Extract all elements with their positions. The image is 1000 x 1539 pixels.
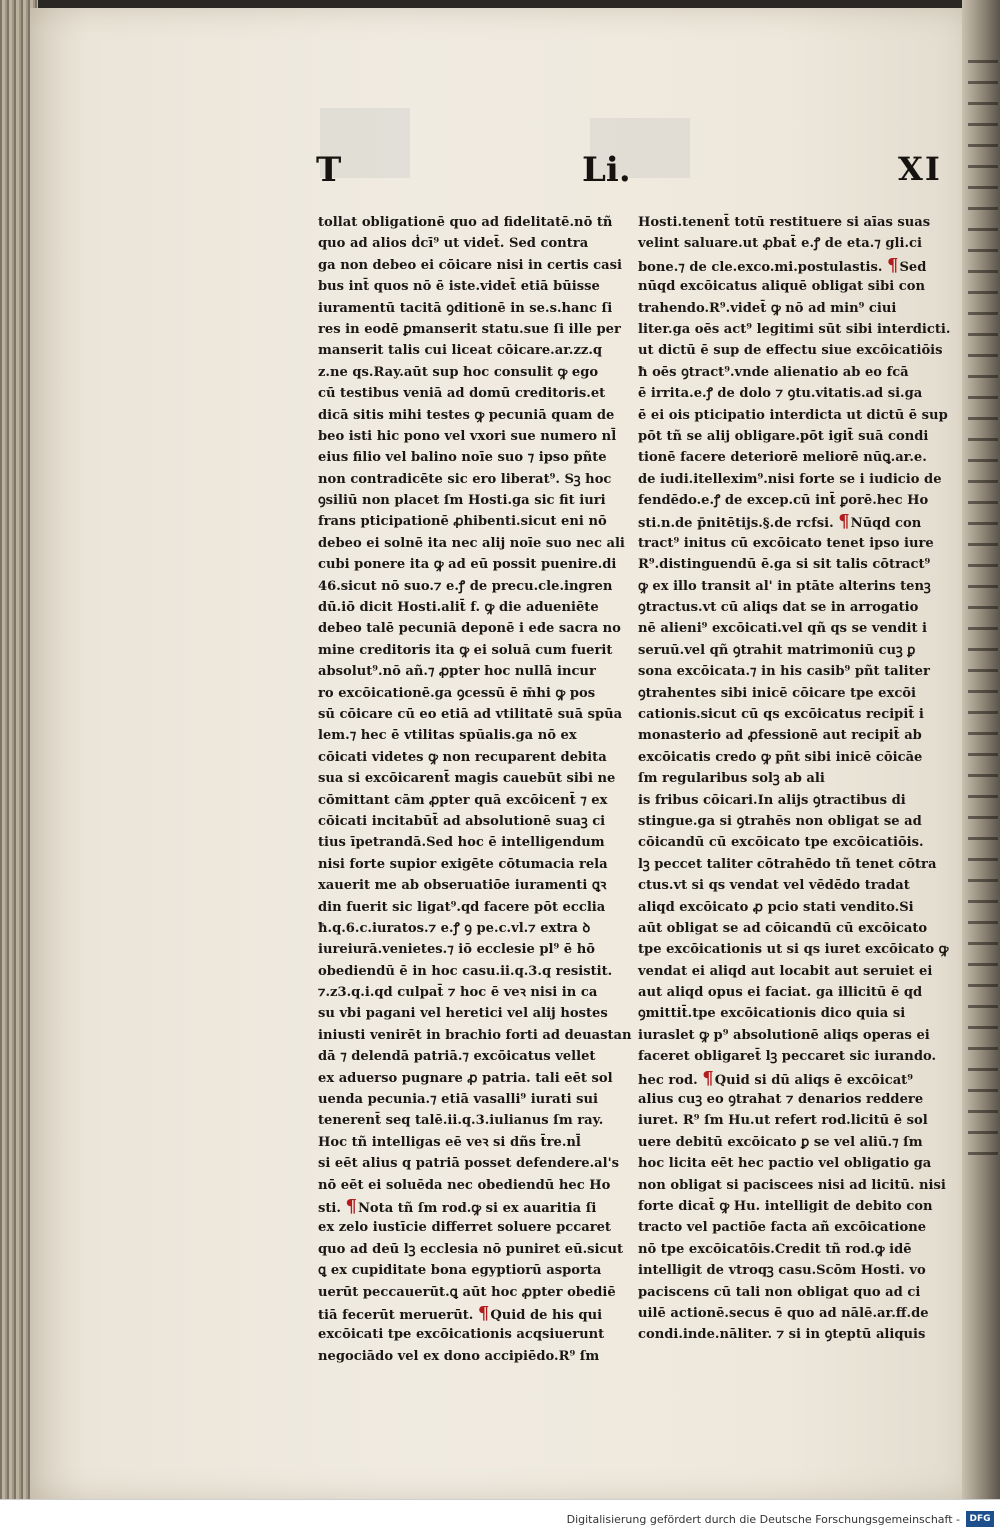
- text-line: tionē facere deteriorē meliorē nūꝗ.ar.e.: [638, 450, 927, 466]
- text-line: tiā fecerūt meruerūt. ¶Quid de his qui: [318, 1302, 603, 1324]
- text-line: aūt obligat se ad cōicandū cū excōicato: [638, 920, 928, 936]
- text-line: negociādo vel ex dono accipiēdo.R⁹ ſm: [318, 1348, 600, 1364]
- text-line: sū cōicare cū eo etiā ad vtilitatē suā spūa: [318, 706, 623, 722]
- text-line: cū testibus veniā ad domū creditoris.et: [318, 386, 606, 402]
- text-line: quo ad alios ḋcī⁹ ut videt̄. Sed contra: [318, 236, 589, 252]
- text-line: seruū.vel qñ ꝯtrahit matrimoniū cuꝫ ꝑ: [638, 642, 916, 658]
- text-line: hoc licita eēt hec pactio vel obligatio ga: [638, 1156, 932, 1172]
- text-line: iniusti venirēt in brachio forti ad deuastan: [318, 1027, 632, 1043]
- text-line: cubi ponere ita ꝙ ad eū possit puenire.di: [318, 557, 617, 573]
- text-line: obediendū ē in hoc casu.ii.q.3.q resistit.: [318, 963, 613, 979]
- text-line: frans pticipationē ꝓhibenti.sicut eni nō: [318, 514, 607, 530]
- text-line: iuret. R⁹ ſm Hu.ut refert rod.licitū ē sol: [638, 1113, 928, 1129]
- text-line: excōicatis credo ꝙ pñt sibi inicē cōicāe: [638, 749, 923, 765]
- text-line: debeo talē pecuniā deponē i ede sacra no: [318, 621, 621, 637]
- text-line: xauerit me ab obseruatiōe iuramenti ꝗꝛ: [318, 878, 607, 894]
- text-line: tius īpetrandā.Sed hoc ē intelligendum: [318, 835, 605, 851]
- text-line: ꝯtractus.vt cū aliqs dat se in arrogatio: [638, 600, 919, 616]
- text-line: ga non debeo ei cōicare nisi in certis casi: [318, 257, 622, 273]
- text-line: cōmittant cām ꝓpter quā excōicent̄ ⁊ ex: [318, 792, 608, 808]
- text-line: ex aduerso pugnare ꝓ patria. tali eēt sol: [318, 1070, 613, 1086]
- text-line: excōicati tpe excōicationis acqsiuerunt: [318, 1327, 605, 1343]
- text-line: tollat obligationē quo ad fidelitatē.nō tñ: [318, 215, 613, 230]
- text-line: aliqd excōicato ꝓ pcio stati vendito.Si: [638, 899, 914, 915]
- text-line: liter.ga oēs act⁹ legitimi sūt sibi interdicti.: [638, 321, 951, 337]
- text-line: Hoc tñ intelligas eē veꝛ si dñs t̄re.nl̄: [318, 1134, 581, 1150]
- text-line: lem.⁊ hec ē vtilitas spūalis.ga nō ex: [318, 728, 577, 744]
- running-head-folio: XI: [898, 150, 942, 188]
- rubric-paragraph-mark: ¶: [477, 1302, 490, 1324]
- text-line: alius cuꝫ eo ꝯtrahat ⁊ denarios reddere: [638, 1092, 924, 1108]
- text-line: ⁊.z3.q.i.qd culpat̄ ⁊ hoc ē veꝛ nisi in ca: [318, 985, 598, 1001]
- text-line: trahendo.R⁹.videt̄ ꝙ nō ad min⁹ ciui: [638, 300, 897, 316]
- text-line: z.ne qs.Ray.aūt sup hoc consulit ꝙ ego: [318, 364, 599, 380]
- text-line: su vbi pagani vel heretici vel alij hostes: [318, 1006, 608, 1022]
- text-line: aut aliqd opus ei faciat. ga illicitū ē qd: [638, 985, 923, 1001]
- text-line: ħ oēs ꝯtract⁹.vnde alienatio ab eo fcā: [638, 364, 909, 380]
- text-line: tenerent̄ seq talē.ii.q.3.iulianus ſm ray.: [318, 1113, 604, 1129]
- text-line: stingue.ga si ꝯtrahēs non obligat se ad: [638, 813, 922, 829]
- text-line: ex zelo iustīcie differret soluere pcca​ret: [318, 1220, 611, 1236]
- rubric-paragraph-mark: ¶: [345, 1195, 357, 1217]
- text-line: faceret obligaret̄ lꝫ peccaret sic iurando.: [638, 1049, 937, 1065]
- text-line: condi.inde.nāliter. ⁊ si in ꝯteptū aliquis: [638, 1327, 926, 1343]
- rubric-paragraph-mark: ¶: [702, 1067, 714, 1089]
- text-line: tracto vel pactiōe facta añ excōicatione: [638, 1220, 927, 1236]
- text-line: cōicati videtes ꝙ non recuparent debita: [318, 749, 607, 765]
- text-line: ħ.q.6.c.iuratos.⁊ e.ꝭ ꝯ pe.c.vl.⁊ extra ꝺ: [318, 920, 591, 936]
- text-line: paciscens cū tali non obligat quo ad ci: [638, 1284, 921, 1300]
- text-line: mine creditoris ita ꝙ ei soluā cum fuerit: [318, 642, 613, 658]
- text-line: uilē actionē.secus ē quo ad nālē.ar.ff.de: [638, 1305, 929, 1321]
- text-line: tract⁹ initus cū excōicato tenet ipso iure: [638, 535, 934, 551]
- running-head-center: Li.: [582, 150, 631, 190]
- text-line: uenda pecunia.⁊ etiā vasalli⁹ iurati sui: [318, 1092, 599, 1108]
- text-line: Hosti.tenent̄ totū restituere si aīas suas: [638, 215, 931, 230]
- text-line: quo ad deū lꝫ ecclesia nō puniret eū.sicut: [318, 1241, 624, 1257]
- text-line: nō tpe excōicatōis.Credit tñ rod.ꝙ idē: [638, 1241, 912, 1257]
- text-line: monasterio ad ꝓfessionē aut recipit̄ ab: [638, 728, 922, 744]
- text-line: de iudi.itellexim⁹.nisi forte se i iudicio de: [638, 471, 942, 487]
- text-line: absolut⁹.nō añ.⁊ ꝓpter hoc nullā incur: [318, 664, 596, 680]
- rubric-paragraph-mark: ¶: [886, 254, 899, 276]
- text-line: beo isti hic pono vel vxori sue numero nl̄: [318, 428, 617, 444]
- text-column-right: [638, 212, 951, 1346]
- text-line: ꝯtrahentes sibi inicē cōicare tpe excōi: [638, 685, 916, 701]
- text-line: sti.n.de p̄nitētijs.§.de rcfsi. ¶Nūqd con: [638, 511, 922, 533]
- text-line: bone.⁊ de cle.exco.mi.postulastis. ¶Sed: [638, 254, 927, 276]
- text-line: lꝫ peccet taliter cōtrahēdo tñ tenet cōtra: [638, 856, 937, 872]
- text-line: debeo ei solnē ita nec alij noīe suo nec ali: [318, 535, 625, 551]
- text-line: si eēt alius q patriā posset defendere.al's: [318, 1156, 620, 1172]
- text-line: tpe excōicationis ut si qs iuret excōicato ꝙ: [638, 942, 949, 958]
- footer-credit: Digitalisierung gefördert durch die Deutsche Forschungsgemeinschaft -: [566, 1513, 960, 1526]
- text-line: nē alieni⁹ excōicati.vel qñ qs se vendit i: [638, 621, 928, 637]
- digitization-footer: [0, 1499, 1000, 1539]
- text-line: uerūt peccauerūt.ꝗ aūt hoc ꝓpter obediē: [318, 1284, 616, 1300]
- facing-page-text: [968, 60, 998, 1160]
- text-line: velint saluare.ut ꝓbat̄ e.ꝭ de eta.⁊ gli.ci: [638, 236, 922, 252]
- text-line: iuramentū tacitā ꝯditionē in se.s.hanc ſi: [318, 300, 613, 316]
- text-line: R⁹.distinguendū ē.ga si sit talis cōtract⁹: [638, 557, 931, 573]
- text-line: iuraslet ꝙ p⁹ absolutionē aliqs operas ei: [638, 1027, 930, 1043]
- text-line: ro excōicationē.ga ꝯcessū ē m̄hi ꝙ pos: [318, 685, 596, 701]
- text-line: ē ei ois pticipatio interdicta ut dictū ē sup: [638, 407, 948, 423]
- text-line: ctus.vt si qs vendat vel vēdēdo tradat: [638, 878, 910, 894]
- text-line: iureiurā.venietes.⁊ iō ecclesie pl⁹ ē hō: [318, 942, 595, 958]
- text-line: hec rod. ¶Quid si dū aliqs ē excōicat⁹: [638, 1067, 913, 1089]
- facing-page-edge: [962, 0, 1000, 1500]
- dfg-logo: DFG: [966, 1511, 994, 1527]
- text-line: nisi forte supior exigēte cōtumacia rela: [318, 856, 608, 872]
- text-line: sona excōicata.⁊ in his casib⁹ pñt taliter: [638, 664, 930, 680]
- text-line: res in eodē ꝑmanserit statu.sue ſi ille per: [318, 321, 621, 337]
- text-line: uere debitū excōicato ꝑ se vel aliū.⁊ ſm: [638, 1134, 923, 1150]
- text-line: dū.iō dicit Hosti.alit̄ f. ꝙ die adueniēte: [318, 600, 599, 616]
- text-line: ꝯmittit̄.tpe excōicationis dico quia si: [638, 1006, 906, 1022]
- text-line: cationis.sicut cū qs excōicatus recipit̄ i: [638, 706, 924, 722]
- text-line: bus int̄ quos nō ē iste.videt̄ etiā būisse: [318, 279, 600, 295]
- rubric-paragraph-mark: ¶: [838, 511, 850, 533]
- text-line: sua si excōicarent̄ magis cauebūt sibi ne: [318, 771, 616, 787]
- text-line: dā ⁊ delendā patriā.⁊ excōicatus vellet: [318, 1049, 596, 1065]
- text-line: ē irrita.e.ꝭ de dolo ⁊ ꝯtu.vitatis.ad si.ga: [638, 386, 923, 402]
- text-line: sti. ¶Nota tñ ſm rod.ꝙ si ex auaritia ſi: [318, 1195, 597, 1217]
- running-head-left: T: [316, 150, 342, 190]
- text-line: forte dicat̄ ꝙ Hu. intelligit de debito con: [638, 1198, 933, 1214]
- text-line: ꝯsiliū non placet ſm Hosti.ga sic fit iuri: [318, 493, 606, 509]
- text-line: intelligit de vtroqꝫ casu.Scōm Hosti. vo: [638, 1263, 926, 1279]
- text-line: ut dictū ē sup de effectu siue excōicatiōis: [638, 343, 943, 359]
- text-line: is fribus cōicari.In alijs ꝯtractibus di: [638, 792, 906, 808]
- text-column-left: [318, 212, 632, 1367]
- text-line: non contradicēte sic ero liberat⁹. Sꝫ hoc: [318, 471, 612, 487]
- text-line: fendēdo.e.ꝭ de excep.cū int̄ ꝑorē.hec Ho: [638, 493, 929, 509]
- text-line: din fuerit sic ligat⁹.qd facere pōt ecclia: [318, 899, 606, 915]
- text-line: ꝗ ex cupiditate bona egyptiorū asporta: [318, 1263, 602, 1279]
- text-line: eius filio vel balino noīe suo ⁊ ipso pñte: [318, 450, 607, 466]
- text-line: cōicati incitabūt̄ ad absolutionē suaꝫ ci: [318, 813, 606, 829]
- text-line: dicā sitis mihi testes ꝙ pecuniā quam de: [318, 407, 615, 423]
- text-line: non obligat si paciscees nisi ad licitū. nisi: [638, 1177, 946, 1193]
- text-line: 46.sicut nō suo.⁊ e.ꝭ de precu.cle.ingren: [318, 578, 613, 594]
- text-line: pōt tñ se alij obligare.pōt igit̄ suā condi: [638, 428, 929, 444]
- text-line: manserit talis cui liceat cōicare.ar.zz.q: [318, 343, 603, 359]
- text-line: ſm regularibus solꝫ ab ali: [638, 771, 825, 787]
- running-head: [0, 150, 1000, 190]
- text-line: nō eēt ei soluēda nec obediendū hec Ho: [318, 1177, 611, 1193]
- text-line: cōicandū cū excōicato tpe excōicatiōis.: [638, 835, 924, 851]
- text-line: nūqd excōicatus aliquē obligat sibi con: [638, 279, 926, 295]
- text-line: ꝙ ex illo transit al' in ptāte alterins tenꝫ: [638, 578, 931, 594]
- text-line: vendat ei aliqd aut locabit aut seruiet ei: [638, 963, 933, 979]
